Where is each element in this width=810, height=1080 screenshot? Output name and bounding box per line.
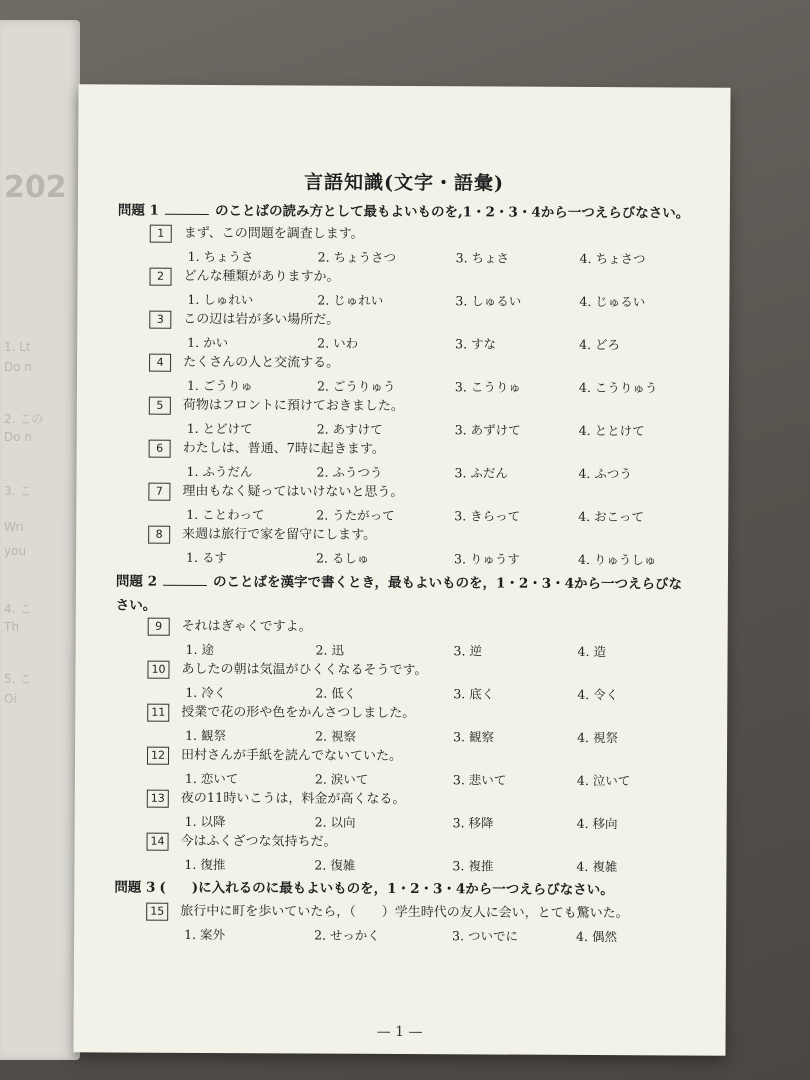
question-number: 10 — [147, 661, 169, 679]
question-number: 9 — [148, 618, 170, 636]
question-text: 荷物はフロントに預けておきました。 — [182, 397, 404, 415]
option[interactable]: 2. 視察 — [315, 728, 357, 744]
option[interactable]: 2. ごうりゅう — [316, 378, 396, 394]
option[interactable]: 4. 視祭 — [577, 729, 619, 746]
section-instruction: のことばの読み方として最もよいものを,1・2・3・4から一つえらびなさい。 — [214, 203, 690, 222]
option[interactable]: 2. ちょうさつ — [317, 249, 397, 265]
question-text: わたしは、普通、7時に起きます。 — [182, 440, 385, 457]
option[interactable]: 4. ちょさつ — [579, 250, 646, 267]
option[interactable]: 2. るしゅ — [316, 550, 370, 566]
question-text: 理由もなく疑ってはいけないと思う。 — [182, 483, 404, 501]
option[interactable]: 3. 複推 — [452, 858, 494, 874]
options — [184, 854, 714, 879]
ghost-text: 2. この — [4, 412, 44, 426]
option[interactable]: 2. 低く — [315, 685, 357, 701]
underlying-page — [0, 20, 80, 1060]
option[interactable]: 4. 泣いて — [576, 772, 631, 789]
option[interactable]: 4. 令く — [577, 686, 619, 703]
option[interactable]: 1. ちょうさ — [187, 248, 254, 265]
question — [147, 658, 707, 685]
ghost-text: 202 — [4, 170, 67, 205]
question — [147, 701, 707, 728]
option[interactable]: 2. ふうつう — [316, 464, 383, 480]
ghost-text: Do n — [4, 360, 33, 374]
question — [146, 900, 706, 927]
option[interactable]: 1. しゅれい — [187, 291, 254, 308]
question — [149, 308, 709, 335]
option[interactable]: 3. 移降 — [452, 815, 494, 831]
ghost-text: Do n — [4, 430, 33, 444]
page-content — [73, 84, 730, 1055]
paren-open: ( — [159, 879, 166, 896]
ghost-text: 4. こ — [4, 602, 32, 616]
option[interactable]: 3. ちょさ — [455, 250, 510, 266]
option[interactable]: 1. とどけて — [186, 420, 253, 437]
question-number: 6 — [149, 440, 171, 458]
question-text: 今はふくざつな気持ちだ。 — [180, 833, 337, 850]
question-number: 14 — [147, 833, 169, 851]
option[interactable]: 2. 復雑 — [314, 857, 356, 873]
option[interactable]: 3. ふだん — [454, 465, 508, 481]
question-text: 田村さんが手紙を読んでないていた。 — [180, 747, 403, 765]
option[interactable]: 1. かい — [187, 334, 229, 351]
option[interactable]: 3. すな — [455, 336, 497, 352]
page-title: 言語知識(文字・語彙) — [303, 171, 505, 195]
section-instruction: のことばを漢字で書くとき，最もよいものを，1・2・3・4から一つえらびな — [212, 574, 683, 593]
option[interactable]: 2. いわ — [317, 335, 359, 351]
option[interactable]: 4. りゅうしゅ — [578, 551, 657, 568]
option[interactable]: 1. 復推 — [184, 856, 226, 873]
question-text: どんな種類がありますか。 — [183, 268, 340, 285]
question — [148, 523, 708, 550]
question-text: 授業で花の形や色をかんさつしました。 — [181, 704, 416, 722]
section-2-prompt — [116, 570, 716, 621]
option[interactable]: 4. ととけて — [578, 422, 645, 439]
question — [149, 351, 709, 378]
ghost-text: Th — [4, 620, 19, 634]
option[interactable]: 1. 観祭 — [185, 727, 227, 744]
section-label: 問題 2 — [115, 573, 158, 590]
option[interactable]: 4. 複雑 — [576, 858, 618, 875]
question-number: 7 — [148, 483, 170, 501]
option[interactable]: 4. ふつう — [578, 465, 632, 482]
question-number: 1 — [150, 225, 172, 243]
exam-page — [73, 84, 730, 1055]
option[interactable]: 1. 途 — [185, 641, 215, 658]
answer-blank — [163, 573, 207, 586]
option[interactable]: 2. 涙いて — [314, 771, 369, 787]
section-3-prompt — [114, 875, 714, 902]
question-text: それはぎゃくですよ。 — [181, 618, 312, 635]
option[interactable]: 3. ついでに — [452, 928, 519, 944]
question — [149, 437, 709, 464]
option[interactable]: 3. あずけて — [454, 422, 521, 438]
option[interactable]: 3. 底く — [453, 686, 495, 702]
paren-close: ) — [191, 879, 199, 896]
ghost-text: 1. Lt — [4, 340, 31, 354]
option[interactable]: 1. るす — [186, 549, 228, 566]
ghost-text: Wri — [4, 520, 24, 534]
answer-blank — [165, 202, 209, 215]
option[interactable]: 2. せっかく — [314, 927, 380, 943]
question-number: 11 — [147, 704, 169, 722]
question-number: 8 — [148, 526, 170, 544]
question-text: この辺は岩が多い場所だ。 — [183, 311, 340, 328]
question-text: 夜の11時いこうは，料金が高くなる。 — [180, 790, 406, 808]
question-text: 旅行中に町を歩いていたら，（ ）学生時代の友人に会い，とても驚いた。 — [180, 903, 629, 922]
option[interactable]: 1. ふうだん — [186, 463, 253, 480]
option[interactable]: 3. しゅるい — [455, 293, 522, 309]
ghost-text: 5. こ — [4, 672, 32, 686]
option[interactable]: 2. じゅれい — [317, 292, 384, 308]
option[interactable]: 3. こうりゅ — [454, 379, 521, 395]
question — [148, 480, 708, 507]
question-number: 4 — [149, 354, 171, 372]
option[interactable]: 4. 移向 — [576, 815, 618, 832]
option[interactable]: 4. じゅるい — [579, 293, 646, 310]
option[interactable]: 1. 案外 — [184, 926, 226, 943]
option[interactable]: 3. 逆 — [453, 643, 483, 659]
question — [149, 265, 709, 292]
question-text: たくさんの人と交流する。 — [183, 354, 340, 371]
section-label: 問題 1 — [117, 202, 160, 219]
page-number: — 1 — — [376, 1023, 423, 1041]
option[interactable]: 3. 悲いて — [452, 772, 507, 788]
option[interactable]: 2. うたがって — [316, 507, 395, 523]
option[interactable]: 4. 造 — [577, 643, 607, 660]
question-number: 3 — [149, 311, 171, 329]
option[interactable]: 4. 偶然 — [576, 928, 618, 945]
question — [149, 394, 709, 421]
options — [184, 924, 714, 949]
section-label: 問題 3 — [114, 879, 156, 896]
option[interactable]: 1. 以降 — [184, 813, 226, 830]
question-text: 来週は旅行で家を留守にします。 — [182, 526, 377, 543]
options — [186, 547, 716, 572]
question — [147, 744, 707, 771]
option[interactable]: 3. 観察 — [453, 729, 495, 745]
question-number: 13 — [147, 790, 169, 808]
option[interactable]: 3. きらって — [454, 508, 521, 524]
ghost-text: you — [4, 544, 27, 558]
option[interactable]: 2. あすけて — [316, 421, 383, 437]
question — [148, 615, 708, 642]
question-number: 15 — [146, 903, 168, 921]
question-text: あしたの朝は気温がひくくなるそうです。 — [181, 661, 428, 679]
ghost-text: 3. こ — [4, 484, 32, 498]
option[interactable]: 4. おこって — [578, 508, 644, 525]
question-number: 2 — [149, 268, 171, 286]
question — [147, 787, 707, 814]
option[interactable]: 2. 迅 — [315, 642, 345, 658]
option[interactable]: 1. 恋いて — [184, 770, 239, 787]
question-number: 5 — [149, 397, 171, 415]
option[interactable]: 4. どろ — [579, 336, 621, 353]
option[interactable]: 4. こうりゅう — [578, 379, 658, 396]
section-instruction-cont: さい。 — [115, 597, 157, 614]
section-instruction: に入れるのに最もよいものを，1・2・3・4から一つえらびなさい。 — [198, 879, 614, 899]
question-number: 12 — [147, 747, 169, 765]
option[interactable]: 2. 以向 — [314, 814, 356, 830]
ghost-text: Oi — [4, 692, 17, 706]
option[interactable]: 1. ことわって — [186, 506, 265, 523]
question-text: まず、この問題を調査します。 — [183, 225, 364, 242]
question — [147, 830, 707, 857]
option[interactable]: 3. りゅうす — [454, 551, 521, 567]
option[interactable]: 1. 冷く — [185, 684, 227, 701]
option[interactable]: 1. ごうりゅ — [186, 377, 253, 394]
question — [150, 222, 710, 249]
